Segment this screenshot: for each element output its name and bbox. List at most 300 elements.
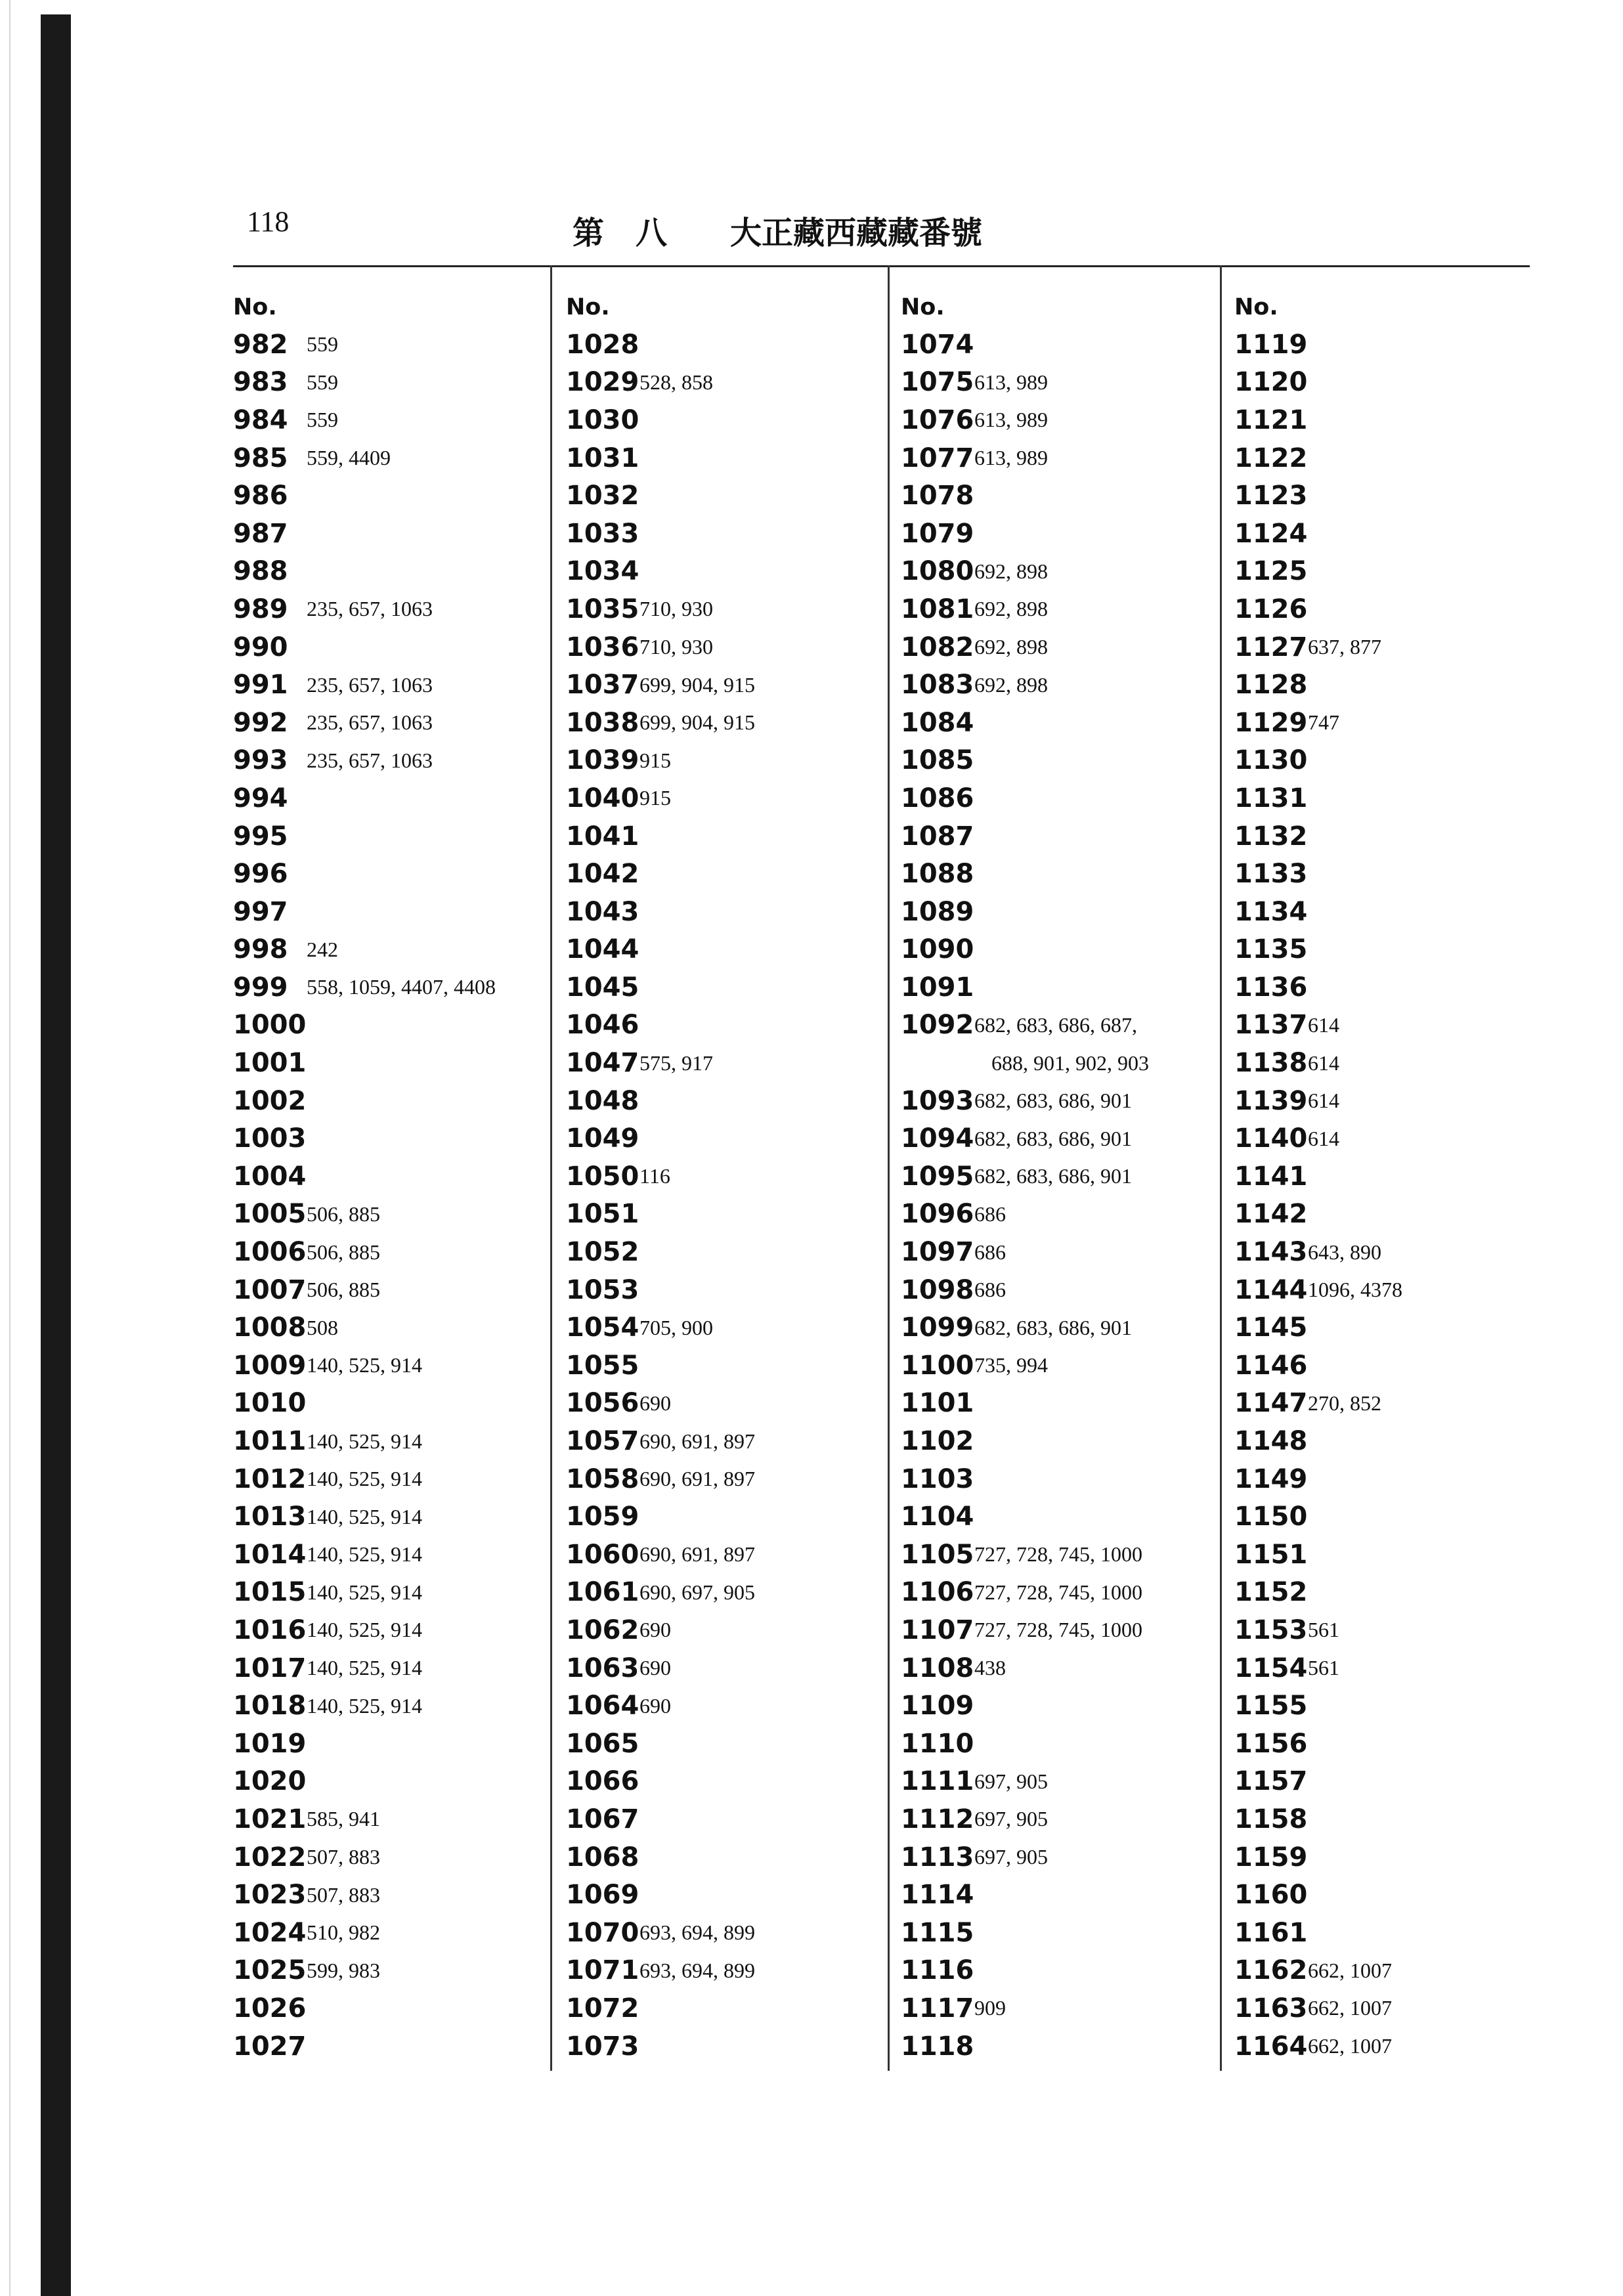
index-entry: [901, 553, 1149, 591]
index-entry: [566, 553, 755, 591]
entry-number: 1125: [1234, 556, 1308, 587]
index-entry: [901, 1725, 1149, 1763]
index-column-1: [233, 289, 496, 2065]
column-heading: No.: [1234, 294, 1278, 320]
entry-references: 235, 657, 1063: [307, 597, 433, 621]
entry-number: 1110: [901, 1728, 974, 1759]
entry-references: 690, 697, 905: [639, 1580, 755, 1604]
entry-references: 909: [974, 1996, 1006, 2020]
index-entry: [233, 439, 496, 477]
entry-number: 1143: [1234, 1237, 1308, 1268]
index-entry: [1234, 779, 1402, 817]
entry-number: 1087: [901, 821, 974, 852]
entry-number: 1074: [901, 329, 974, 360]
entry-number: 1064: [566, 1691, 639, 1722]
index-entry: [901, 1800, 1149, 1838]
entry-references: 270, 852: [1308, 1391, 1381, 1415]
entry-number: 1065: [566, 1728, 639, 1759]
entry-number: 1141: [1234, 1161, 1308, 1192]
entry-number: 1030: [566, 404, 639, 435]
column-heading: No.: [233, 294, 277, 320]
entry-number: 1017: [233, 1653, 307, 1683]
index-entry: [566, 1838, 755, 1876]
index-entry: [566, 742, 755, 780]
index-entry: [233, 401, 496, 439]
page-number: 118: [247, 206, 290, 238]
entry-number: 1156: [1234, 1728, 1308, 1759]
column-divider: [1220, 265, 1222, 2071]
entry-number: 1053: [566, 1274, 639, 1305]
index-entry: [1234, 2027, 1402, 2066]
index-entry: [901, 1119, 1149, 1158]
index-entry: [566, 1271, 755, 1309]
entry-number: 982: [233, 329, 288, 360]
entry-number: 1089: [901, 896, 974, 927]
index-entry: [233, 1196, 496, 1234]
index-entry: [566, 1574, 755, 1612]
entry-number: 1005: [233, 1199, 307, 1230]
index-entry: [566, 1422, 755, 1460]
index-entry: [1234, 1044, 1402, 1082]
index-entry: [901, 1233, 1149, 1271]
entry-number: 1163: [1234, 1993, 1308, 2024]
index-entry: [901, 1271, 1149, 1309]
index-entry: [566, 401, 755, 439]
entry-number: 1105: [901, 1539, 974, 1570]
entry-number: 1025: [233, 1955, 307, 1986]
entry-references: 699, 904, 915: [639, 672, 755, 697]
entry-references: 140, 525, 914: [307, 1467, 422, 1491]
entry-references: 585, 941: [307, 1807, 380, 1831]
entry-number: 1010: [233, 1388, 307, 1419]
index-column-3: [901, 289, 1149, 2065]
index-entry: [233, 1952, 496, 1990]
index-entry: [901, 590, 1149, 628]
index-entry: [901, 628, 1149, 666]
entry-references: 614: [1308, 1126, 1339, 1150]
entry-number: 1022: [233, 1842, 307, 1873]
entry-number: 988: [233, 556, 288, 587]
index-entry: [1234, 1460, 1402, 1498]
entry-number: 1069: [566, 1880, 639, 1911]
entry-number: 1003: [233, 1123, 307, 1154]
entry-number: 1140: [1234, 1123, 1308, 1154]
entry-number: 1131: [1234, 783, 1308, 813]
entry-number: 1161: [1234, 1917, 1308, 1948]
index-entry: [1234, 1989, 1402, 2027]
index-entry: [1234, 553, 1402, 591]
entry-references: 693, 694, 899: [639, 1958, 755, 1982]
entry-number: 1032: [566, 481, 639, 511]
index-entry: [233, 666, 496, 704]
entry-number: 993: [233, 745, 288, 776]
entry-number: 1120: [1234, 367, 1308, 398]
entry-number: 1068: [566, 1842, 639, 1873]
index-entry: [233, 1611, 496, 1649]
entry-number: 1152: [1234, 1577, 1308, 1608]
entry-number: 1021: [233, 1804, 307, 1834]
entry-number: 1041: [566, 821, 639, 852]
index-entry: [901, 2027, 1149, 2066]
entry-number: 1079: [901, 518, 974, 549]
entry-number: 1112: [901, 1804, 974, 1834]
index-entry: [1234, 1914, 1402, 1952]
index-entry: [233, 364, 496, 402]
entry-number: 1162: [1234, 1955, 1308, 1986]
index-entry: [566, 1687, 755, 1725]
index-entry: [901, 1952, 1149, 1990]
entry-references: 506, 885: [307, 1278, 380, 1302]
entry-number: 1020: [233, 1766, 307, 1797]
index-entry: [1234, 1082, 1402, 1120]
entry-number: 1062: [566, 1614, 639, 1645]
entry-number: 1126: [1234, 594, 1308, 624]
entry-number: 1031: [566, 443, 639, 473]
column-heading: No.: [566, 294, 610, 320]
entry-number: 1117: [901, 1993, 974, 2024]
entry-number: 1028: [566, 329, 639, 360]
index-entry: [901, 439, 1149, 477]
entry-number: 1116: [901, 1955, 974, 1986]
entry-number: 1023: [233, 1880, 307, 1911]
entry-references: 690: [639, 1618, 671, 1642]
entry-number: 1096: [901, 1199, 974, 1230]
index-entry: [233, 704, 496, 742]
entry-references: 682, 683, 686, 901: [974, 1164, 1132, 1188]
entry-references: 735, 994: [974, 1353, 1048, 1377]
entry-number: 1139: [1234, 1085, 1308, 1116]
entry-number: 1100: [901, 1350, 974, 1381]
index-entry: [901, 779, 1149, 817]
entry-number: 1077: [901, 443, 974, 473]
column-divider: [888, 265, 890, 2071]
index-entry: [1234, 1574, 1402, 1612]
entry-number: 1146: [1234, 1350, 1308, 1381]
index-entry: [901, 1611, 1149, 1649]
entry-references: 614: [1308, 1089, 1339, 1113]
index-entry: [1234, 817, 1402, 856]
index-entry: [901, 1196, 1149, 1234]
entry-references: 686: [974, 1278, 1006, 1302]
index-entry: [901, 1007, 1149, 1045]
index-entry: [566, 704, 755, 742]
index-entry: [1234, 364, 1402, 402]
entry-number: 995: [233, 821, 288, 852]
entry-number: 1057: [566, 1426, 639, 1457]
entry-number: 1115: [901, 1917, 974, 1948]
index-entry: [1234, 439, 1402, 477]
entry-number: 1066: [566, 1766, 639, 1797]
entry-references: 510, 982: [307, 1920, 380, 1945]
entry-number: 1049: [566, 1123, 639, 1154]
entry-references: 140, 525, 914: [307, 1618, 422, 1642]
index-entry: [233, 1119, 496, 1158]
entry-number: 1090: [901, 934, 974, 965]
index-entry: [566, 1876, 755, 1914]
index-entry: [233, 931, 496, 969]
entry-number: 1102: [901, 1426, 974, 1457]
index-entry: [1234, 1838, 1402, 1876]
entry-number: 1060: [566, 1539, 639, 1570]
entry-number: 994: [233, 783, 288, 813]
page-title: 第 八 大正藏西藏藏番號: [573, 215, 983, 251]
index-entry: [566, 1914, 755, 1952]
entry-number: 1071: [566, 1955, 639, 1986]
index-entry: [1234, 590, 1402, 628]
index-entry: [233, 893, 496, 931]
entry-number: 1088: [901, 859, 974, 890]
index-entry: [233, 1460, 496, 1498]
entry-references: 140, 525, 914: [307, 1504, 422, 1528]
entry-number: 1016: [233, 1614, 307, 1645]
entry-references: 662, 1007: [1308, 2034, 1392, 2058]
index-entry: [566, 855, 755, 893]
entry-number: 1033: [566, 518, 639, 549]
entry-number: 1136: [1234, 972, 1308, 1003]
entry-references: 692, 898: [974, 597, 1048, 621]
entry-number: 1004: [233, 1161, 307, 1192]
index-column-2: [566, 289, 755, 2065]
entry-references: 682, 683, 686, 901: [974, 1126, 1132, 1150]
index-entry: [566, 1233, 755, 1271]
entry-number: 1073: [566, 2031, 639, 2062]
index-entry: [566, 1309, 755, 1347]
entry-number: 1000: [233, 1010, 307, 1041]
header-rule: [233, 265, 1530, 267]
index-entry: [566, 1649, 755, 1687]
index-entry: [901, 1422, 1149, 1460]
entry-number: 1124: [1234, 518, 1308, 549]
index-entry: [233, 1233, 496, 1271]
index-entry: [566, 1158, 755, 1196]
index-entry: [1234, 1536, 1402, 1574]
index-entry: [566, 1952, 755, 1990]
entry-number: 1129: [1234, 707, 1308, 738]
entry-number: 1121: [1234, 404, 1308, 435]
entry-number: 986: [233, 481, 288, 511]
entry-number: 998: [233, 934, 288, 965]
index-entry: [1234, 1800, 1402, 1838]
index-entry: [901, 1385, 1149, 1423]
index-entry: [233, 1422, 496, 1460]
index-entry: [901, 855, 1149, 893]
entry-number: 1119: [1234, 329, 1308, 360]
index-entry: [1234, 666, 1402, 704]
entry-references: 561: [1308, 1618, 1339, 1642]
index-entry: [233, 1914, 496, 1952]
entry-number: 1158: [1234, 1804, 1308, 1834]
entry-number: 1127: [1234, 632, 1308, 662]
entry-number: 1114: [901, 1880, 974, 1911]
index-entry: [566, 1800, 755, 1838]
entry-number: 1043: [566, 896, 639, 927]
entry-number: 1072: [566, 1993, 639, 2024]
entry-references: 690: [639, 1391, 671, 1415]
entry-number: 1084: [901, 707, 974, 738]
index-entry: [233, 1574, 496, 1612]
index-entry: [233, 1347, 496, 1385]
entry-references: 140, 525, 914: [307, 1542, 422, 1567]
index-entry: [233, 1800, 496, 1838]
index-entry: [1234, 1309, 1402, 1347]
index-entry: [1234, 1876, 1402, 1914]
entry-references: 235, 657, 1063: [307, 710, 433, 735]
entry-number: 1148: [1234, 1426, 1308, 1457]
entry-references: 242: [307, 937, 338, 961]
entry-number: 1086: [901, 783, 974, 813]
entry-list: [1234, 326, 1402, 2065]
entry-references: 688, 901, 902, 903: [991, 1051, 1149, 1075]
index-entry: [566, 779, 755, 817]
entry-number: 1011: [233, 1426, 307, 1457]
index-entry: [233, 1763, 496, 1801]
entry-number: 1155: [1234, 1691, 1308, 1722]
entry-number: 1001: [233, 1048, 307, 1079]
entry-number: 1015: [233, 1577, 307, 1608]
entry-references: 686: [974, 1202, 1006, 1226]
entry-number: 983: [233, 367, 288, 398]
entry-number: 1099: [901, 1312, 974, 1343]
index-entry: [901, 326, 1149, 364]
entry-references: 613, 989: [974, 408, 1048, 432]
index-entry: [233, 515, 496, 553]
entry-number: 1109: [901, 1691, 974, 1722]
entry-number: 1106: [901, 1577, 974, 1608]
index-entry: [566, 666, 755, 704]
index-entry: [901, 1309, 1149, 1347]
entry-references: 710, 930: [639, 597, 713, 621]
entry-references: 915: [639, 786, 671, 810]
entry-references: 140, 525, 914: [307, 1656, 422, 1680]
index-entry: [233, 1007, 496, 1045]
entry-number: 1026: [233, 1993, 307, 2024]
index-entry: [233, 855, 496, 893]
index-entry: [566, 1385, 755, 1423]
index-entry: [566, 1611, 755, 1649]
entry-number: 1118: [901, 2031, 974, 2062]
index-entry: [566, 1196, 755, 1234]
entry-number: 1051: [566, 1199, 639, 1230]
column-heading: No.: [901, 294, 945, 320]
entry-number: 1046: [566, 1010, 639, 1041]
entry-number: 1147: [1234, 1388, 1308, 1419]
entry-number: 1098: [901, 1274, 974, 1305]
entry-number: 992: [233, 707, 288, 738]
entry-number: 1104: [901, 1502, 974, 1532]
entry-number: 987: [233, 518, 288, 549]
index-entry: [901, 1763, 1149, 1801]
entry-number: 1082: [901, 632, 974, 662]
entry-references: 727, 728, 745, 1000: [974, 1618, 1142, 1642]
entry-references: 614: [1308, 1051, 1339, 1075]
entry-number: 1036: [566, 632, 639, 662]
index-entry: [1234, 1119, 1402, 1158]
index-entry: [1234, 704, 1402, 742]
index-entry: [566, 1347, 755, 1385]
entry-number: 1027: [233, 2031, 307, 2062]
index-entry: [1234, 968, 1402, 1007]
index-entry: [566, 477, 755, 515]
index-entry: [233, 1498, 496, 1536]
entry-number: 1159: [1234, 1842, 1308, 1873]
index-entry: [1234, 855, 1402, 893]
index-entry: [233, 1271, 496, 1309]
entry-references: 507, 883: [307, 1845, 380, 1869]
entry-list: [566, 326, 755, 2065]
index-entry: [233, 1876, 496, 1914]
entry-number: 1137: [1234, 1010, 1308, 1041]
entry-number: 1029: [566, 367, 639, 398]
index-entry: [233, 1989, 496, 2027]
entry-number: 997: [233, 896, 288, 927]
binding-shadow: [41, 14, 71, 2296]
index-entry: [901, 1914, 1149, 1952]
entry-number: 1101: [901, 1388, 974, 1419]
entry-references: 558, 1059, 4407, 4408: [307, 975, 496, 999]
entry-references: 508: [307, 1315, 338, 1339]
entry-references: 692, 898: [974, 559, 1048, 583]
index-entry: [901, 1044, 1149, 1082]
entry-references: 693, 694, 899: [639, 1920, 755, 1945]
index-entry: [901, 1498, 1149, 1536]
entry-references: 1096, 4378: [1308, 1278, 1402, 1302]
index-entry: [566, 590, 755, 628]
entry-references: 559: [307, 332, 338, 357]
entry-number: 1150: [1234, 1502, 1308, 1532]
index-entry: [233, 590, 496, 628]
entry-number: 1063: [566, 1653, 639, 1683]
index-entry: [1234, 1763, 1402, 1801]
index-entry: [233, 326, 496, 364]
entry-number: 1019: [233, 1728, 307, 1759]
entry-references: 747: [1308, 710, 1339, 735]
entry-number: 990: [233, 632, 288, 662]
entry-number: 1149: [1234, 1463, 1308, 1494]
entry-references: 613, 989: [974, 446, 1048, 470]
index-entry: [1234, 1347, 1402, 1385]
entry-references: 690: [639, 1656, 671, 1680]
index-entry: [566, 515, 755, 553]
entry-references: 559: [307, 408, 338, 432]
entry-references: 690, 691, 897: [639, 1542, 755, 1567]
entry-references: 682, 683, 686, 687,: [974, 1012, 1137, 1037]
entry-number: 1078: [901, 481, 974, 511]
entry-references: 140, 525, 914: [307, 1353, 422, 1377]
index-entry: [1234, 1952, 1402, 1990]
index-entry: [1234, 1271, 1402, 1309]
index-entry: [1234, 1233, 1402, 1271]
entry-references: 613, 989: [974, 370, 1048, 394]
entry-number: 985: [233, 443, 288, 473]
index-entry: [901, 1687, 1149, 1725]
index-entry: [1234, 1196, 1402, 1234]
index-entry: [233, 1309, 496, 1347]
entry-number: 1085: [901, 745, 974, 776]
entry-number: 1034: [566, 556, 639, 587]
entry-references: 690: [639, 1693, 671, 1718]
entry-number: 1067: [566, 1804, 639, 1834]
entry-number: 1132: [1234, 821, 1308, 852]
entry-references: 662, 1007: [1308, 1996, 1392, 2020]
entry-references: 116: [639, 1164, 670, 1188]
index-entry: [1234, 893, 1402, 931]
entry-number: 1037: [566, 670, 639, 701]
entry-number: 1103: [901, 1463, 974, 1494]
index-entry: [566, 931, 755, 969]
entry-number: 1018: [233, 1691, 307, 1722]
entry-references: 690, 691, 897: [639, 1467, 755, 1491]
index-entry: [901, 401, 1149, 439]
